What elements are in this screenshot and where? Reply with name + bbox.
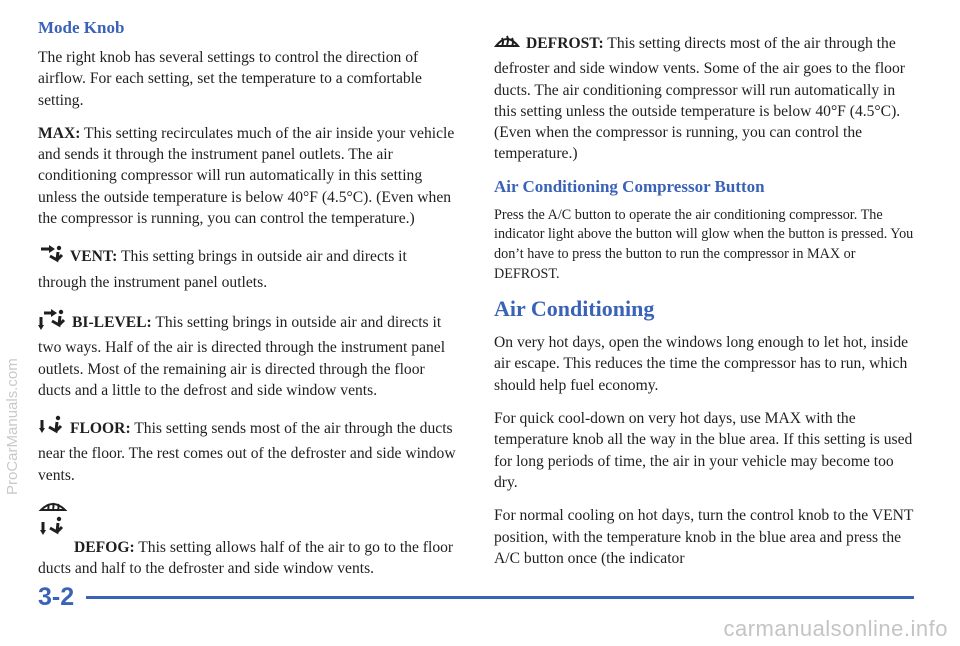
side-watermark [4,225,20,495]
defrost-setting [494,30,914,165]
footer-rule [86,596,914,599]
ac-compressor-heading: Air Conditioning Compressor Button [494,176,765,196]
max-label: MAX: [38,124,81,142]
ac-para-1: On very hot days, open the windows long enough to let hot, inside air escape. This reduces the time the compressor has to run, which should help fuel economy. [494,334,909,394]
air-conditioning-heading: Air Conditioning [494,296,655,322]
floor-setting [38,413,458,486]
mode-knob-intro: The right knob has several settings to control the direction of airflow. For each setting, set the temperature to a comfortable setting. [38,49,422,109]
left-column [38,18,458,592]
defog-text: This setting allows half of the air to go to the floor ducts and half to the defroster and side window vents. [38,539,454,578]
side-watermark-text: ProCarManuals.com [4,358,21,495]
vent-text: This setting brings in outside air and directs it through the instrument panel outlets. [38,248,407,291]
right-column [494,30,914,581]
ac-para-3: For normal cooling on hot days, turn the control knob to the VENT position, with the temperature knob in the blue area and press the A/C button once (the indicator [494,507,914,567]
defog-label: DEFOG: [74,539,135,557]
defrost-icon [494,30,520,58]
floor-text: This setting sends most of the air through the ducts near the floor. The rest comes out of the defroster and side window vents. [38,420,456,484]
ac-para-2: For quick cool-down on very hot days, use MAX with the temperature knob all the way in the blue area. If this setting is used for long periods of time, the air in your vehicle may become too dry. [494,410,913,491]
bilevel-icon [38,305,66,337]
mode-knob-heading: Mode Knob [38,18,125,37]
defrost-label: DEFROST: [526,35,604,52]
floor-label: FLOOR: [70,420,131,438]
defrost-text: This setting directs most of the air through the defroster and side window vents. Some of the air goes to the floor ducts. The air conditioning compressor will run automatically in this setting unless the outside temperature is below 40°F (4.5°C). (Even when the compressor is running, you can control the temperature.) [494,35,905,163]
defog-setting [38,537,458,580]
page-number: 3-2 [38,583,75,611]
max-setting [38,123,458,229]
bilevel-label: BI-LEVEL: [72,313,152,331]
bottom-watermark: carmanualsonline.info [723,616,948,641]
page-footer [38,582,914,612]
vent-label: VENT: [70,248,118,266]
floor-icon [38,413,64,443]
ac-compressor-text: Press the A/C button to operate the air conditioning compressor. The indicator light above the button will glow when the button is pressed. You don’t have to press the button to run the compressor in MAX or DEFROST. [494,206,914,282]
vent-setting [38,241,458,293]
bilevel-text: This setting brings in outside air and directs it two ways. Half of the air is directed through the instrument panel outlets. Most of the remaining air is directed through the floor ducts and a little to the defrost and side window vents. [38,313,446,399]
vent-icon [38,241,64,271]
max-text: This setting recirculates much of the air inside your vehicle and sends it through the instrument panel outlets. The air conditioning compressor will run automatically in this setting unless the outside temperature is below 40°F (4.5°C). (Even when the compressor is running, you can control the temperature.) [38,124,455,228]
bilevel-setting [38,305,458,401]
